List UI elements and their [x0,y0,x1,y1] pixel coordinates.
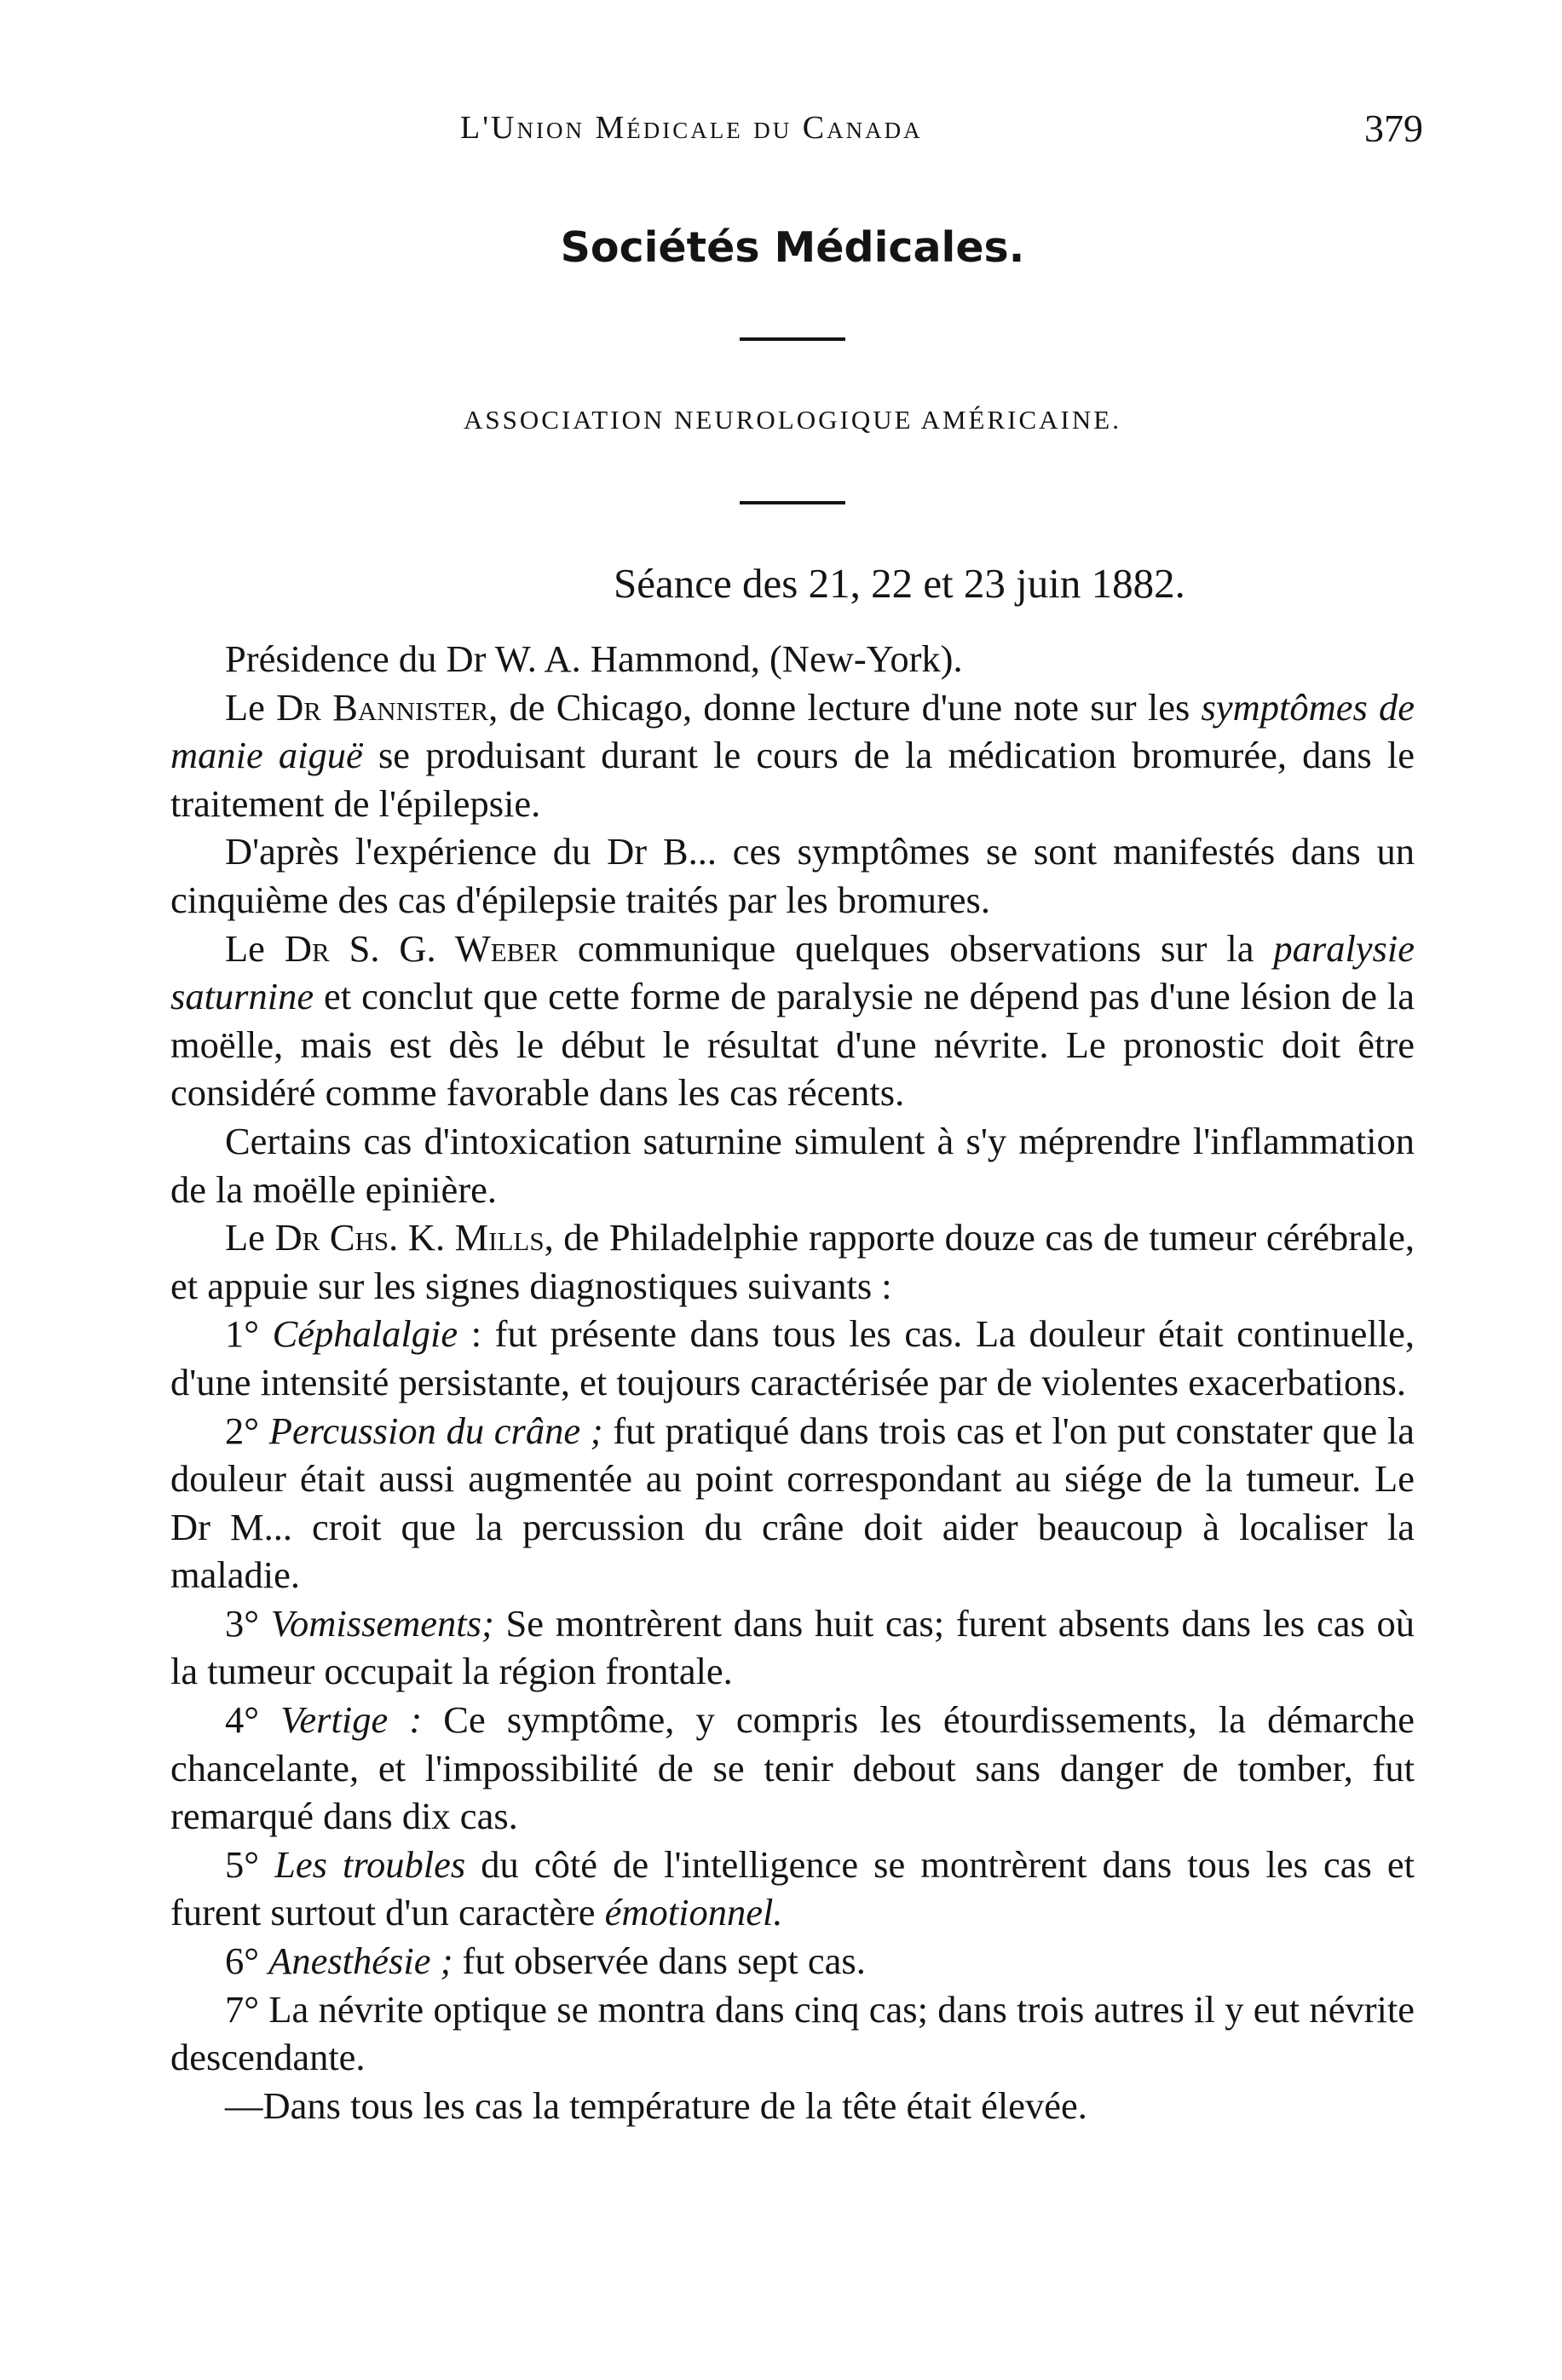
article-body [170,635,1415,2129]
journal-title: L'Union Médicale du Canada [460,110,923,146]
section-title: Sociétés Médicales. [560,223,1025,272]
list-item: 5° Les troubles du côté de l'intelligence se montrèrent dans tous les cas et furent surtout d'un caractère émotionnel. [170,1842,1415,1934]
session-date: Séance des 21, 22 et 23 juin 1882. [614,560,1185,607]
page-number: 379 [1364,107,1423,150]
divider-rule [740,337,845,341]
list-item: 1° Céphalalgie : fut présente dans tous les cas. La douleur était continuelle, d'une intensité persistante, et toujours caractérisée par de violentes exacerbations. [170,1312,1415,1403]
document-page [170,0,1423,2380]
paragraph: Présidence du Dr W. A. Hammond, (New-York). [225,637,963,680]
running-head [170,107,1423,160]
list-item: 7° La névrite optique se montra dans cinq cas; dans trois autres il y eut névrite descendante. [170,1987,1415,2079]
paragraph: Le Dr S. G. Weber communique quelques observations sur la paralysie saturnine et conclut que cette forme de paralysie ne dépend pas d'une lésion de la moëlle, mais est dès le début le résultat d'une névrite. Le pronostic doit être considéré comme favorable dans les cas récents. [170,926,1415,1115]
section-subtitle: ASSOCIATION NEUROLOGIQUE AMÉRICAINE. [464,405,1121,435]
list-item: 3° Vomissements; Se montrèrent dans huit cas; furent absents dans les cas où la tumeur occupait la région frontale. [170,1601,1415,1693]
paragraph: D'après l'expérience du Dr B... ces symptômes se sont manifestés dans un cinquième des cas d'épilepsie traités par les bromures. [170,830,1415,921]
paragraph: —Dans tous les cas la température de la tête était élevée. [225,2083,1087,2127]
list-item: 4° Vertige : Ce symptôme, y compris les étourdissements, la démarche chancelante, et l'impossibilité de se tenir debout sans danger de tomber, fut remarqué dans dix cas. [170,1698,1415,1838]
paragraph: Le Dr Chs. K. Mills, de Philadelphie rapporte douze cas de tumeur cérébrale, et appuie sur les signes diagnostiques suivants : [170,1216,1415,1307]
list-item: 6° Anesthésie ; fut observée dans sept cas. [225,1939,866,1983]
list-item: 2° Percussion du crâne ; fut pratiqué dans trois cas et l'on put constater que la douleur était aussi augmentée au point correspondant au siége de la tumeur. Le Dr M... croit que la percussion du crâne doit aider beaucoup à localiser la maladie. [170,1409,1415,1597]
paragraph: Le Dr Bannister, de Chicago, donne lecture d'une note sur les symptômes de manie aiguë se produisant durant le cours de la médication bromurée, dans le traitement de l'épilepsie. [170,685,1415,825]
divider-rule [740,501,845,504]
paragraph: Certains cas d'intoxication saturnine simulent à s'y méprendre l'inflammation de la moëlle epinière. [170,1119,1415,1211]
